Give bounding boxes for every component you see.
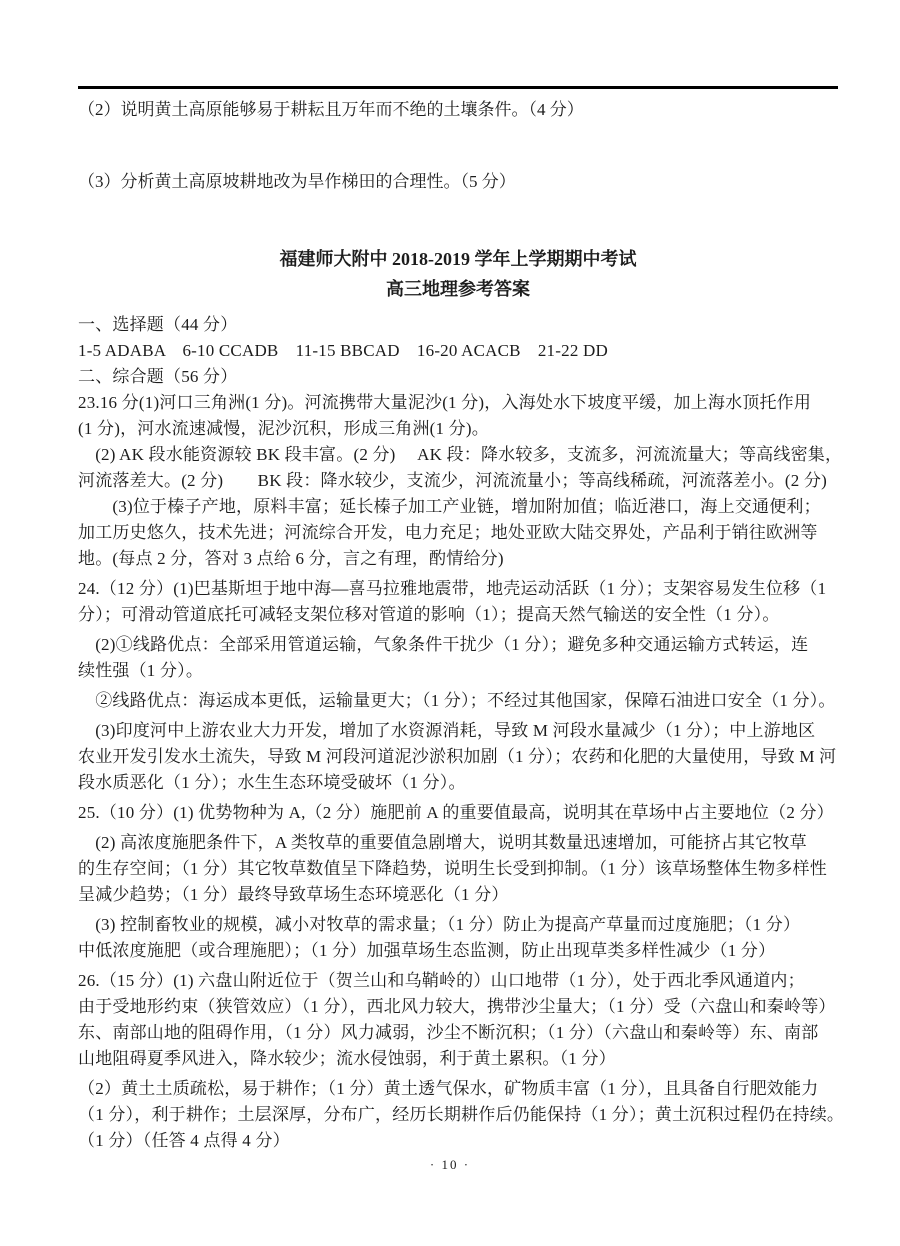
q25-answer-1 bbox=[78, 800, 838, 826]
q25-answer-2 bbox=[78, 830, 838, 908]
text-line: 农业开发引发水土流失，导致 M 河段河道泥沙淤积加剧（1 分）；农药和化肥的大量使用，导致 M 河 bbox=[78, 747, 837, 766]
text-line: 地。(每点 2 分，答对 3 点给 6 分，言之有理，酌情给分) bbox=[78, 549, 504, 568]
question-line: （2）说明黄土高原能够易于耕耘且万年而不绝的土壤条件。（4 分） bbox=[78, 100, 584, 119]
text-line: （1 分），利于耕作；土层深厚，分布广，经历长期耕作后仍能保持（1 分）；黄土沉积过程仍在持续。 bbox=[78, 1105, 845, 1124]
text-line: （1 分）（任答 4 点得 4 分） bbox=[78, 1131, 290, 1150]
answer-body bbox=[78, 312, 845, 1154]
q25-answer-3 bbox=[78, 912, 838, 964]
text-line: 一、选择题（44 分） bbox=[78, 315, 238, 334]
text-line: 续性强（1 分）。 bbox=[78, 661, 204, 680]
text-line: (3)位于榛子产地，原料丰富；延长榛子加工产业链，增加附加值；临近港口，海上交通便利； bbox=[78, 497, 821, 516]
q24-answer-1 bbox=[78, 576, 838, 628]
text-line: 山地阻碍夏季风进入，降水较少；流水侵蚀弱，利于黄土累积。（1 分） bbox=[78, 1049, 616, 1068]
text-line: (3)印度河中上游农业大力开发，增加了水资源消耗，导致 M 河段水量减少（1 分）；中上游地区 bbox=[78, 721, 816, 740]
text-line: 23.16 分(1)河口三角洲(1 分)。河流携带大量泥沙(1 分)，入海处水下坡度平缓，加上海水顶托作用 bbox=[78, 393, 812, 412]
text-line: (2) 高浓度施肥条件下，A 类牧草的重要值急剧增大，说明其数量迅速增加，可能挤占其它牧草 bbox=[78, 833, 807, 852]
text-line: 25.（10 分）(1) 优势物种为 A,（2 分）施肥前 A 的重要值最高，说明其在草场中占主要地位（2 分） bbox=[78, 803, 834, 822]
text-line: ②线路优点：海运成本更低，运输量更大；（1 分）；不经过其他国家，保障石油进口安全（1 分）。 bbox=[78, 691, 836, 710]
header-rule bbox=[78, 86, 838, 89]
q24-answer-2-route1 bbox=[78, 632, 838, 684]
q23-answer-3 bbox=[78, 494, 838, 572]
exam-title: 福建师大附中 2018-2019 学年上学期期中考试 bbox=[279, 249, 637, 269]
text-line: 分）；可滑动管道底托可减轻支架位移对管道的影响（1）；提高天然气输送的安全性（1 分）。 bbox=[78, 605, 780, 624]
answer-key-title: 高三地理参考答案 bbox=[386, 279, 530, 299]
text-line: 26.（15 分）(1) 六盘山附近位于（贺兰山和乌鞘岭的）山口地带（1 分），处于西北季风通道内； bbox=[78, 971, 805, 990]
section-2-header bbox=[78, 364, 838, 390]
q23-answer-1 bbox=[78, 390, 838, 442]
q24-answer-3 bbox=[78, 718, 838, 796]
q23-answer-2 bbox=[78, 442, 843, 494]
q26-answer-1 bbox=[78, 968, 838, 1072]
text-line: 二、综合题（56 分） bbox=[78, 367, 238, 386]
section-1-header bbox=[78, 312, 838, 338]
text-line: 的生存空间；（1 分）其它牧草数值呈下降趋势，说明生长受到抑制。（1 分）该草场整体生物多样性 bbox=[78, 859, 827, 878]
text-line: (3) 控制畜牧业的规模，减小对牧草的需求量；（1 分）防止为提高产草量而过度施肥；（1 分） bbox=[78, 915, 801, 934]
text-line: 加工历史悠久，技术先进；河流综合开发，电力充足；地处亚欧大陆交界处，产品利于销往欧洲等 bbox=[78, 523, 818, 542]
page-number: · 10 · bbox=[429, 1157, 471, 1172]
text-line: (2)①线路优点：全部采用管道运输，气象条件干扰少（1 分）；避免多种交通运输方式转运，连 bbox=[78, 635, 809, 654]
q24-answer-2-route2 bbox=[78, 688, 838, 714]
text-line: （2）黄土土质疏松，易于耕作；（1 分）黄土透气保水，矿物质丰富（1 分），且具备自行肥效能力 bbox=[78, 1079, 819, 1098]
text-line: 1-5 ADABA 6-10 CCADB 11-15 BBCAD 16-20 ACACB 21-22 DD bbox=[78, 341, 608, 360]
text-line: 段水质恶化（1 分）；水生生态环境受破坏（1 分）。 bbox=[78, 773, 466, 792]
question-line: （3）分析黄土高原坡耕地改为旱作梯田的合理性。（5 分） bbox=[78, 172, 516, 191]
choice-answers bbox=[78, 338, 838, 364]
text-line: 由于受地形约束（狭管效应）（1 分），西北风力较大，携带沙尘量大；（1 分）受（六盘山和秦岭等） bbox=[78, 997, 836, 1016]
text-line: 河流落差大。(2 分) BK 段：降水较少，支流少，河流流量小；等高线稀疏，河流落差小。(2 分) bbox=[78, 471, 828, 490]
text-line: 中低浓度施肥（或合理施肥）；（1 分）加强草场生态监测，防止出现草类多样性减少（1 分） bbox=[78, 941, 776, 960]
question-lines bbox=[78, 98, 838, 193]
q26-answer-2 bbox=[78, 1076, 845, 1154]
text-line: (1 分)，河水流速减慢，泥沙沉积，形成三角洲(1 分)。 bbox=[78, 419, 489, 438]
text-line: 东、南部山地的阻碍作用，（1 分）风力减弱，沙尘不断沉积；（1 分）（六盘山和秦岭等）东、南部 bbox=[78, 1023, 819, 1042]
text-line: 呈减少趋势；（1 分）最终导致草场生态环境恶化（1 分） bbox=[78, 885, 509, 904]
text-line: 24.（12 分）(1)巴基斯坦于地中海—喜马拉雅地震带，地壳运动活跃（1 分）；支架容易发生位移（1 bbox=[78, 579, 827, 598]
text-line: (2) AK 段水能资源较 BK 段丰富。(2 分) AK 段：降水较多，支流多，河流流量大；等高线密集， bbox=[78, 445, 843, 464]
